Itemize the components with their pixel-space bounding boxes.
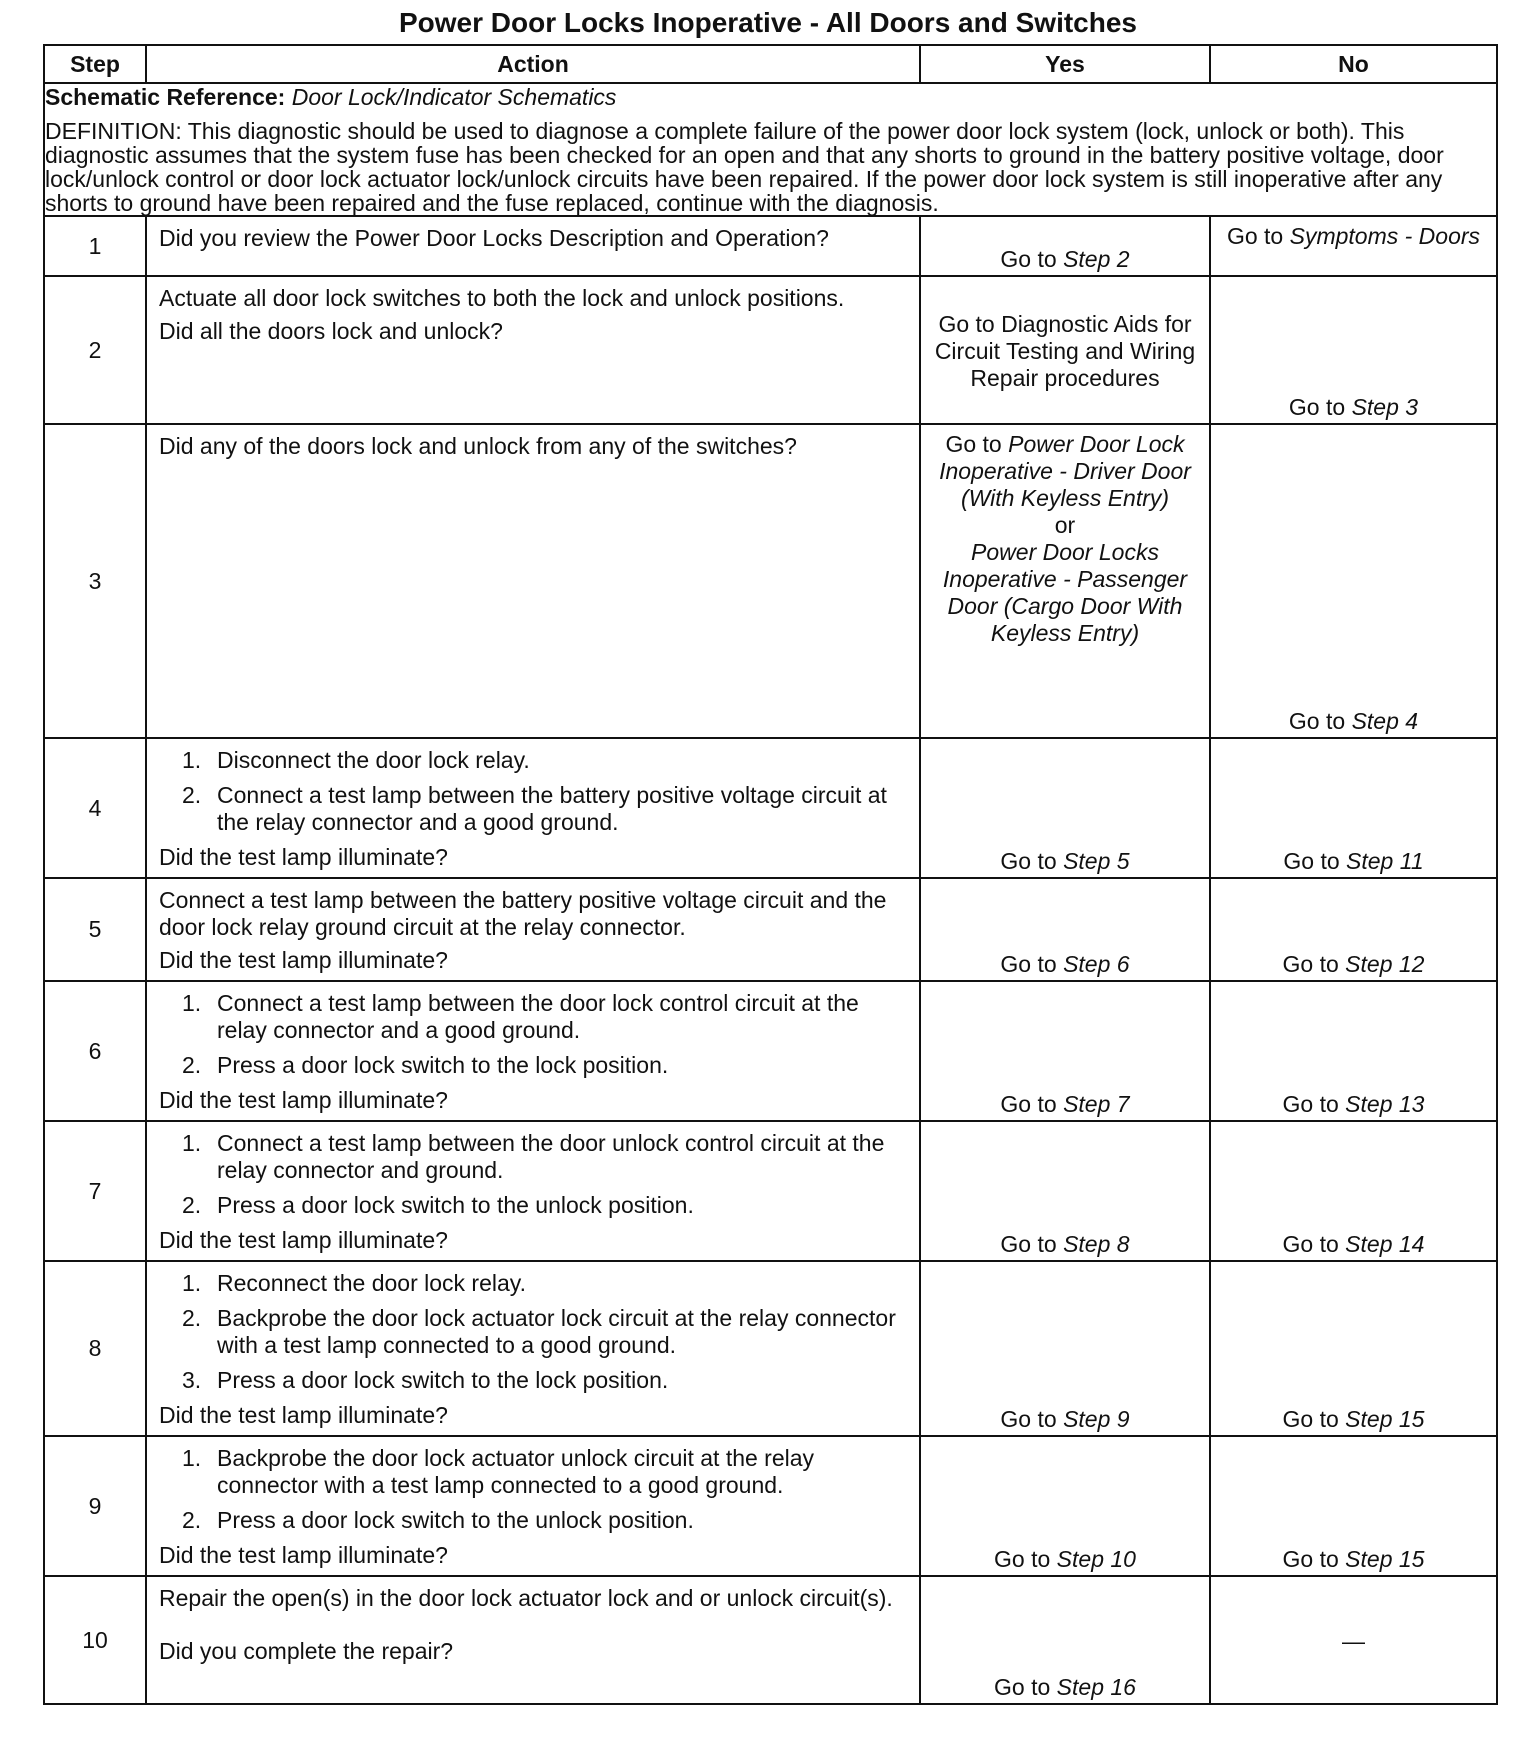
action-question: Did all the doors lock and unlock? bbox=[159, 318, 503, 344]
action-list bbox=[159, 1130, 907, 1219]
table-row bbox=[44, 738, 1497, 878]
step-number: 3 bbox=[44, 424, 146, 738]
step-number: 8 bbox=[44, 1261, 146, 1436]
no-cell bbox=[1210, 1576, 1497, 1704]
action-list bbox=[159, 1445, 907, 1534]
list-item: 2. Press a door lock switch to the unlock position. bbox=[182, 1192, 694, 1218]
list-item: 1. Disconnect the door lock relay. bbox=[182, 747, 530, 773]
goto-label: Go to bbox=[1282, 1091, 1339, 1117]
goto-label: Go to bbox=[1283, 848, 1340, 874]
goto-label: Go to bbox=[1226, 223, 1284, 249]
yes-target: Step 9 bbox=[1063, 1406, 1130, 1432]
list-item: 2. Press a door lock switch to the lock position. bbox=[182, 1052, 669, 1078]
goto-label: Go to bbox=[1000, 1406, 1057, 1432]
action-question: Did you complete the repair? bbox=[159, 1638, 454, 1664]
yes-cell bbox=[920, 1436, 1210, 1576]
step-number: 4 bbox=[44, 738, 146, 878]
yes-cell bbox=[920, 276, 1210, 424]
action-question: Did the test lamp illuminate? bbox=[159, 1227, 448, 1253]
action-list bbox=[159, 747, 907, 836]
goto-label: Go to bbox=[1000, 848, 1057, 874]
header-yes: Yes bbox=[920, 45, 1210, 83]
yes-cell bbox=[920, 1576, 1210, 1704]
step-number: 2 bbox=[44, 276, 146, 424]
action-list bbox=[159, 1270, 907, 1394]
yes-or: or bbox=[1054, 512, 1076, 538]
goto-label: Go to bbox=[1000, 246, 1057, 272]
yes-cell bbox=[920, 216, 1210, 276]
definition-cell bbox=[44, 83, 1497, 216]
step-number: 10 bbox=[44, 1576, 146, 1704]
step-number: 9 bbox=[44, 1436, 146, 1576]
diagnostic-table bbox=[43, 44, 1498, 1705]
table-row bbox=[44, 878, 1497, 981]
goto-label: Go to bbox=[1282, 1406, 1339, 1432]
table-row bbox=[44, 1576, 1497, 1704]
action-text: Actuate all door lock switches to both the lock and unlock positions. bbox=[159, 285, 845, 311]
page-title: Power Door Locks Inoperative - All Doors and Switches bbox=[398, 7, 1137, 38]
goto-label: Go to bbox=[1282, 951, 1339, 977]
step-number: 1 bbox=[44, 216, 146, 276]
no-target: Step 3 bbox=[1351, 394, 1419, 420]
action-cell bbox=[146, 276, 920, 424]
no-cell bbox=[1210, 878, 1497, 981]
list-item: 2. Press a door lock switch to the unlock position. bbox=[182, 1507, 694, 1533]
no-target: Step 12 bbox=[1345, 951, 1425, 977]
action-text: Repair the open(s) in the door lock actuator lock and or unlock circuit(s). bbox=[159, 1585, 893, 1611]
goto-label: Go to bbox=[1000, 1231, 1057, 1257]
table-row bbox=[44, 276, 1497, 424]
no-cell bbox=[1210, 981, 1497, 1121]
action-question: Did the test lamp illuminate? bbox=[159, 1542, 448, 1568]
goto-label: Go to bbox=[1288, 394, 1346, 420]
yes-cell bbox=[920, 738, 1210, 878]
yes-target-b: Power Door Locks Inoperative - Passenger Door (Cargo Door With Keyless Entry) bbox=[942, 539, 1188, 646]
step-number: 7 bbox=[44, 1121, 146, 1261]
action-cell bbox=[146, 1261, 920, 1436]
no-cell bbox=[1210, 424, 1497, 738]
goto-label: Go to bbox=[994, 1546, 1051, 1572]
no-dash: — bbox=[1342, 1627, 1365, 1654]
yes-cell bbox=[920, 1261, 1210, 1436]
yes-target: Step 7 bbox=[1063, 1091, 1130, 1117]
goto-label: Go to bbox=[1288, 708, 1346, 734]
list-item: 1. Connect a test lamp between the door unlock control circuit at the relay connector and ground. bbox=[182, 1130, 885, 1183]
table-row bbox=[44, 424, 1497, 738]
action-question: Did the test lamp illuminate? bbox=[159, 1087, 448, 1113]
list-item: 1. Connect a test lamp between the door lock control circuit at the relay connector and a good ground. bbox=[182, 990, 859, 1043]
header-action: Action bbox=[146, 45, 920, 83]
list-item: 3. Press a door lock switch to the lock position. bbox=[182, 1367, 669, 1393]
schematic-link: Door Lock/Indicator Schematics bbox=[291, 84, 617, 110]
no-cell bbox=[1210, 1121, 1497, 1261]
table-row bbox=[44, 1261, 1497, 1436]
action-text: Connect a test lamp between the battery positive voltage circuit and the door lock relay ground circuit at the relay connector. bbox=[159, 887, 887, 940]
no-cell bbox=[1210, 1436, 1497, 1576]
yes-text: Go to Diagnostic Aids for Circuit Testing and Wiring Repair procedures bbox=[934, 310, 1196, 391]
yes-target: Step 16 bbox=[1056, 1674, 1136, 1700]
definition-text: DEFINITION: This diagnostic should be used to diagnose a complete failure of the power door lock system (lock, unlock or both). This diagnostic assumes that the system fuse has been checked for an open and that any shorts to ground in the battery positive voltage, door lock/unlock control or door lock actuator lock/unlock circuits have been repaired. If the power door lock system is still inoperative after any shorts to ground have been repaired and the fuse replaced, continue with the diagnosis. bbox=[45, 118, 1444, 216]
no-cell bbox=[1210, 738, 1497, 878]
header-step: Step bbox=[44, 45, 146, 83]
list-item: 1. Backprobe the door lock actuator unlock circuit at the relay connector with a test lamp connected to a good ground. bbox=[182, 1445, 815, 1498]
schematic-label: Schematic Reference: bbox=[45, 84, 286, 110]
header-no: No bbox=[1210, 45, 1497, 83]
yes-target: Step 8 bbox=[1063, 1231, 1130, 1257]
yes-cell bbox=[920, 1121, 1210, 1261]
table-row bbox=[44, 1121, 1497, 1261]
goto-label: Go to bbox=[1000, 1091, 1057, 1117]
yes-cell bbox=[920, 981, 1210, 1121]
action-cell bbox=[146, 1576, 920, 1704]
action-question: Did the test lamp illuminate? bbox=[159, 947, 448, 973]
action-cell bbox=[146, 738, 920, 878]
step-number: 6 bbox=[44, 981, 146, 1121]
no-target: Step 14 bbox=[1345, 1231, 1425, 1257]
goto-label: Go to bbox=[945, 431, 1002, 457]
no-target: Symptoms - Doors bbox=[1289, 223, 1481, 249]
no-target: Step 4 bbox=[1351, 708, 1419, 734]
action-question: Did the test lamp illuminate? bbox=[159, 1402, 448, 1428]
action-cell bbox=[146, 1121, 920, 1261]
goto-label: Go to bbox=[1000, 951, 1057, 977]
yes-cell bbox=[920, 878, 1210, 981]
goto-label: Go to bbox=[1282, 1231, 1339, 1257]
goto-label: Go to bbox=[994, 1674, 1051, 1700]
no-cell bbox=[1210, 1261, 1497, 1436]
yes-target: Step 6 bbox=[1063, 951, 1130, 977]
action-cell bbox=[146, 216, 920, 276]
yes-target: Step 5 bbox=[1063, 848, 1130, 874]
yes-cell bbox=[920, 424, 1210, 738]
action-cell bbox=[146, 981, 920, 1121]
definition-row bbox=[44, 83, 1497, 216]
no-target: Step 15 bbox=[1345, 1546, 1425, 1572]
list-item: 2. Backprobe the door lock actuator lock circuit at the relay connector with a test lamp connected to a good ground. bbox=[182, 1305, 896, 1358]
goto-label: Go to bbox=[1282, 1546, 1339, 1572]
no-target: Step 13 bbox=[1345, 1091, 1425, 1117]
no-cell bbox=[1210, 276, 1497, 424]
action-text: Did you review the Power Door Locks Description and Operation? bbox=[159, 225, 829, 251]
no-cell bbox=[1210, 216, 1497, 276]
yes-target-a: Power Door Lock Inoperative - Driver Door (With Keyless Entry) bbox=[939, 431, 1191, 511]
step-number: 5 bbox=[44, 878, 146, 981]
action-cell bbox=[146, 1436, 920, 1576]
header-row bbox=[44, 45, 1497, 83]
table-row bbox=[44, 1436, 1497, 1576]
action-question: Did the test lamp illuminate? bbox=[159, 844, 448, 870]
action-text: Did any of the doors lock and unlock from any of the switches? bbox=[159, 433, 797, 459]
action-list bbox=[159, 990, 907, 1079]
table-row bbox=[44, 216, 1497, 276]
action-cell bbox=[146, 878, 920, 981]
yes-target: Step 10 bbox=[1056, 1546, 1136, 1572]
list-item: 1. Reconnect the door lock relay. bbox=[182, 1270, 526, 1296]
yes-target: Step 2 bbox=[1063, 246, 1130, 272]
schematic-reference bbox=[45, 84, 1496, 111]
no-target: Step 15 bbox=[1345, 1406, 1425, 1432]
action-cell bbox=[146, 424, 920, 738]
list-item: 2. Connect a test lamp between the battery positive voltage circuit at the relay connector and a good ground. bbox=[182, 782, 887, 835]
no-target: Step 11 bbox=[1346, 848, 1424, 874]
table-row bbox=[44, 981, 1497, 1121]
